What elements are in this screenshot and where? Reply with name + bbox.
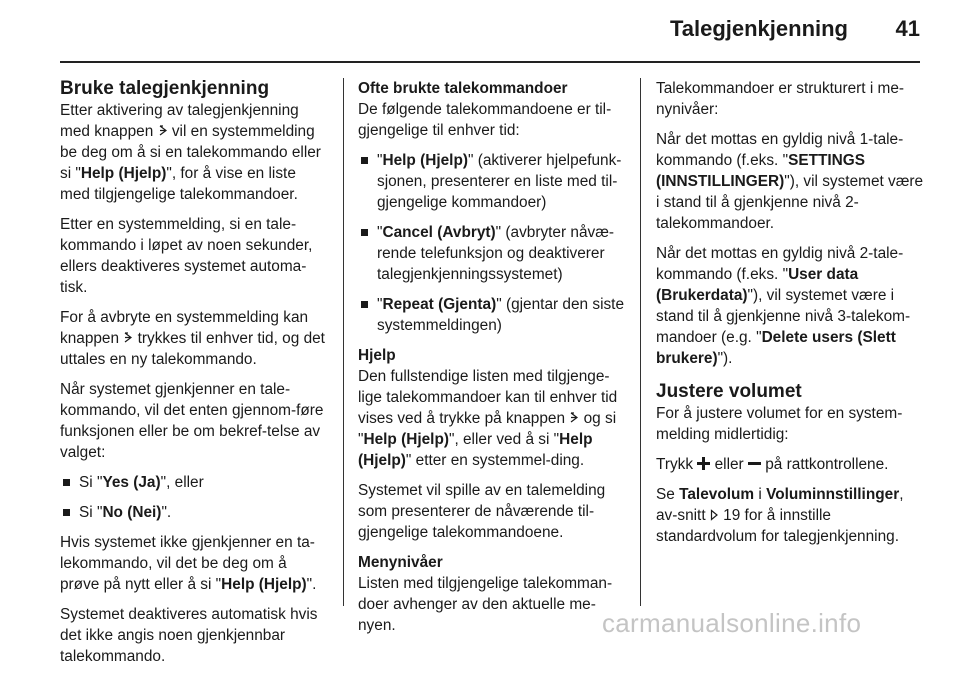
voice-button-icon <box>569 411 579 424</box>
voice-button-icon <box>158 124 168 137</box>
list-item: Si "No (Nei)". <box>60 502 330 523</box>
column-divider <box>343 78 344 606</box>
bullet-list <box>60 472 330 523</box>
column-3 <box>656 78 926 556</box>
column-divider <box>640 78 641 606</box>
minus-icon <box>748 457 761 470</box>
voice-button-icon <box>123 331 133 344</box>
list-item: "Repeat (Gjenta)" (gjentar den siste systemmeldingen) <box>358 294 628 336</box>
header-rule <box>60 61 920 63</box>
list-item: Si "Yes (Ja)", eller <box>60 472 330 493</box>
subheading: Ofte brukte talekommandoer <box>358 80 568 97</box>
paragraph: Etter en systemmelding, si en tale-kommando i løpet av noen sekunder, ellers deaktiveres systemet automa-tisk. <box>60 216 313 296</box>
plus-icon <box>697 457 710 470</box>
column-2 <box>358 78 628 645</box>
paragraph: For å avbryte en systemmelding kan knappen trykkes til enhver tid, og det uttales en ny talekommando. <box>60 309 325 368</box>
page-header <box>60 0 920 62</box>
paragraph: Talekommandoer er strukturert i me-nynivåer: <box>656 80 905 118</box>
list-item: "Cancel (Avbryt)" (avbryter nåvæ-rende telefunksjon og deaktiverer talegjenkjenningssystemet) <box>358 222 628 285</box>
column-1 <box>60 78 330 676</box>
paragraph: For å justere volumet for en system-melding midlertidig: <box>656 405 903 443</box>
paragraph: De følgende talekommandoene er til-gjengelige til enhver tid: <box>358 101 612 139</box>
list-item: "Help (Hjelp)" (aktiverer hjelpefunk-sjonen, presenterer en liste med til-gjengelige kommandoer) <box>358 150 628 213</box>
paragraph: Hvis systemet ikke gjenkjenner en ta-lekommando, vil det be deg om å prøve på nytt eller å si "Help (Hjelp)". <box>60 534 317 593</box>
subheading: Menynivåer <box>358 554 443 571</box>
paragraph: Når systemet gjenkjenner en tale-kommando, vil det enten gjennom-føre funksjonen eller be om bekref-telse av valget: <box>60 381 324 461</box>
page-number: 41 <box>895 16 920 41</box>
bullet-list <box>358 150 628 336</box>
paragraph: Se Talevolum i Voluminnstillinger, av-snitt 19 for å innstille standardvolum for talegjenkjenning. <box>656 486 904 545</box>
paragraph: Trykk eller på rattkontrollene. <box>656 456 889 473</box>
paragraph: Systemet vil spille av en talemelding som presenterer de nåværende til-gjengelige talekommandoene. <box>358 482 606 541</box>
section-heading: Justere volumet <box>656 381 802 402</box>
watermark: carmanualsonline.info <box>602 608 862 638</box>
paragraph: Når det mottas en gyldig nivå 1-tale-kommando (f.eks. "SETTINGS (INNSTILLINGER)"), vil systemet være i stand til å gjenkjenne nivå 2-talekommandoer. <box>656 131 924 232</box>
paragraph: Når det mottas en gyldig nivå 2-tale-kommando (f.eks. "User data (Brukerdata)"), vil systemet være i stand til å gjenkjenne nivå 3-talekom-mandoer (e.g. "Delete users (Slett brukere)"). <box>656 245 911 367</box>
page-title: Talegjenkjenning <box>669 16 848 41</box>
section-heading: Bruke talegjenkjenning <box>60 78 270 99</box>
paragraph: Listen med tilgjengelige talekomman-doer avhenger av den aktuelle me-nyen. <box>358 575 613 634</box>
paragraph: Den fullstendige listen med tilgjenge-lige talekommandoer kan til enhver tid vises ved å trykke på knappen og si "Help (Hjelp)", eller ved å si "Help (Hjelp)" etter en systemmel-ding. <box>358 368 618 469</box>
subheading: Hjelp <box>358 347 396 364</box>
paragraph: Systemet deaktiveres automatisk hvis det ikke angis noen gjenkjennbar talekommando. <box>60 606 318 665</box>
paragraph: Etter aktivering av talegjenkjenning med knappen vil en systemmelding be deg om å si en talekommando eller si "Help (Hjelp)", for å vise en liste med tilgjengelige talekommandoer. <box>60 102 321 203</box>
page-ref-arrow-icon <box>710 509 719 521</box>
